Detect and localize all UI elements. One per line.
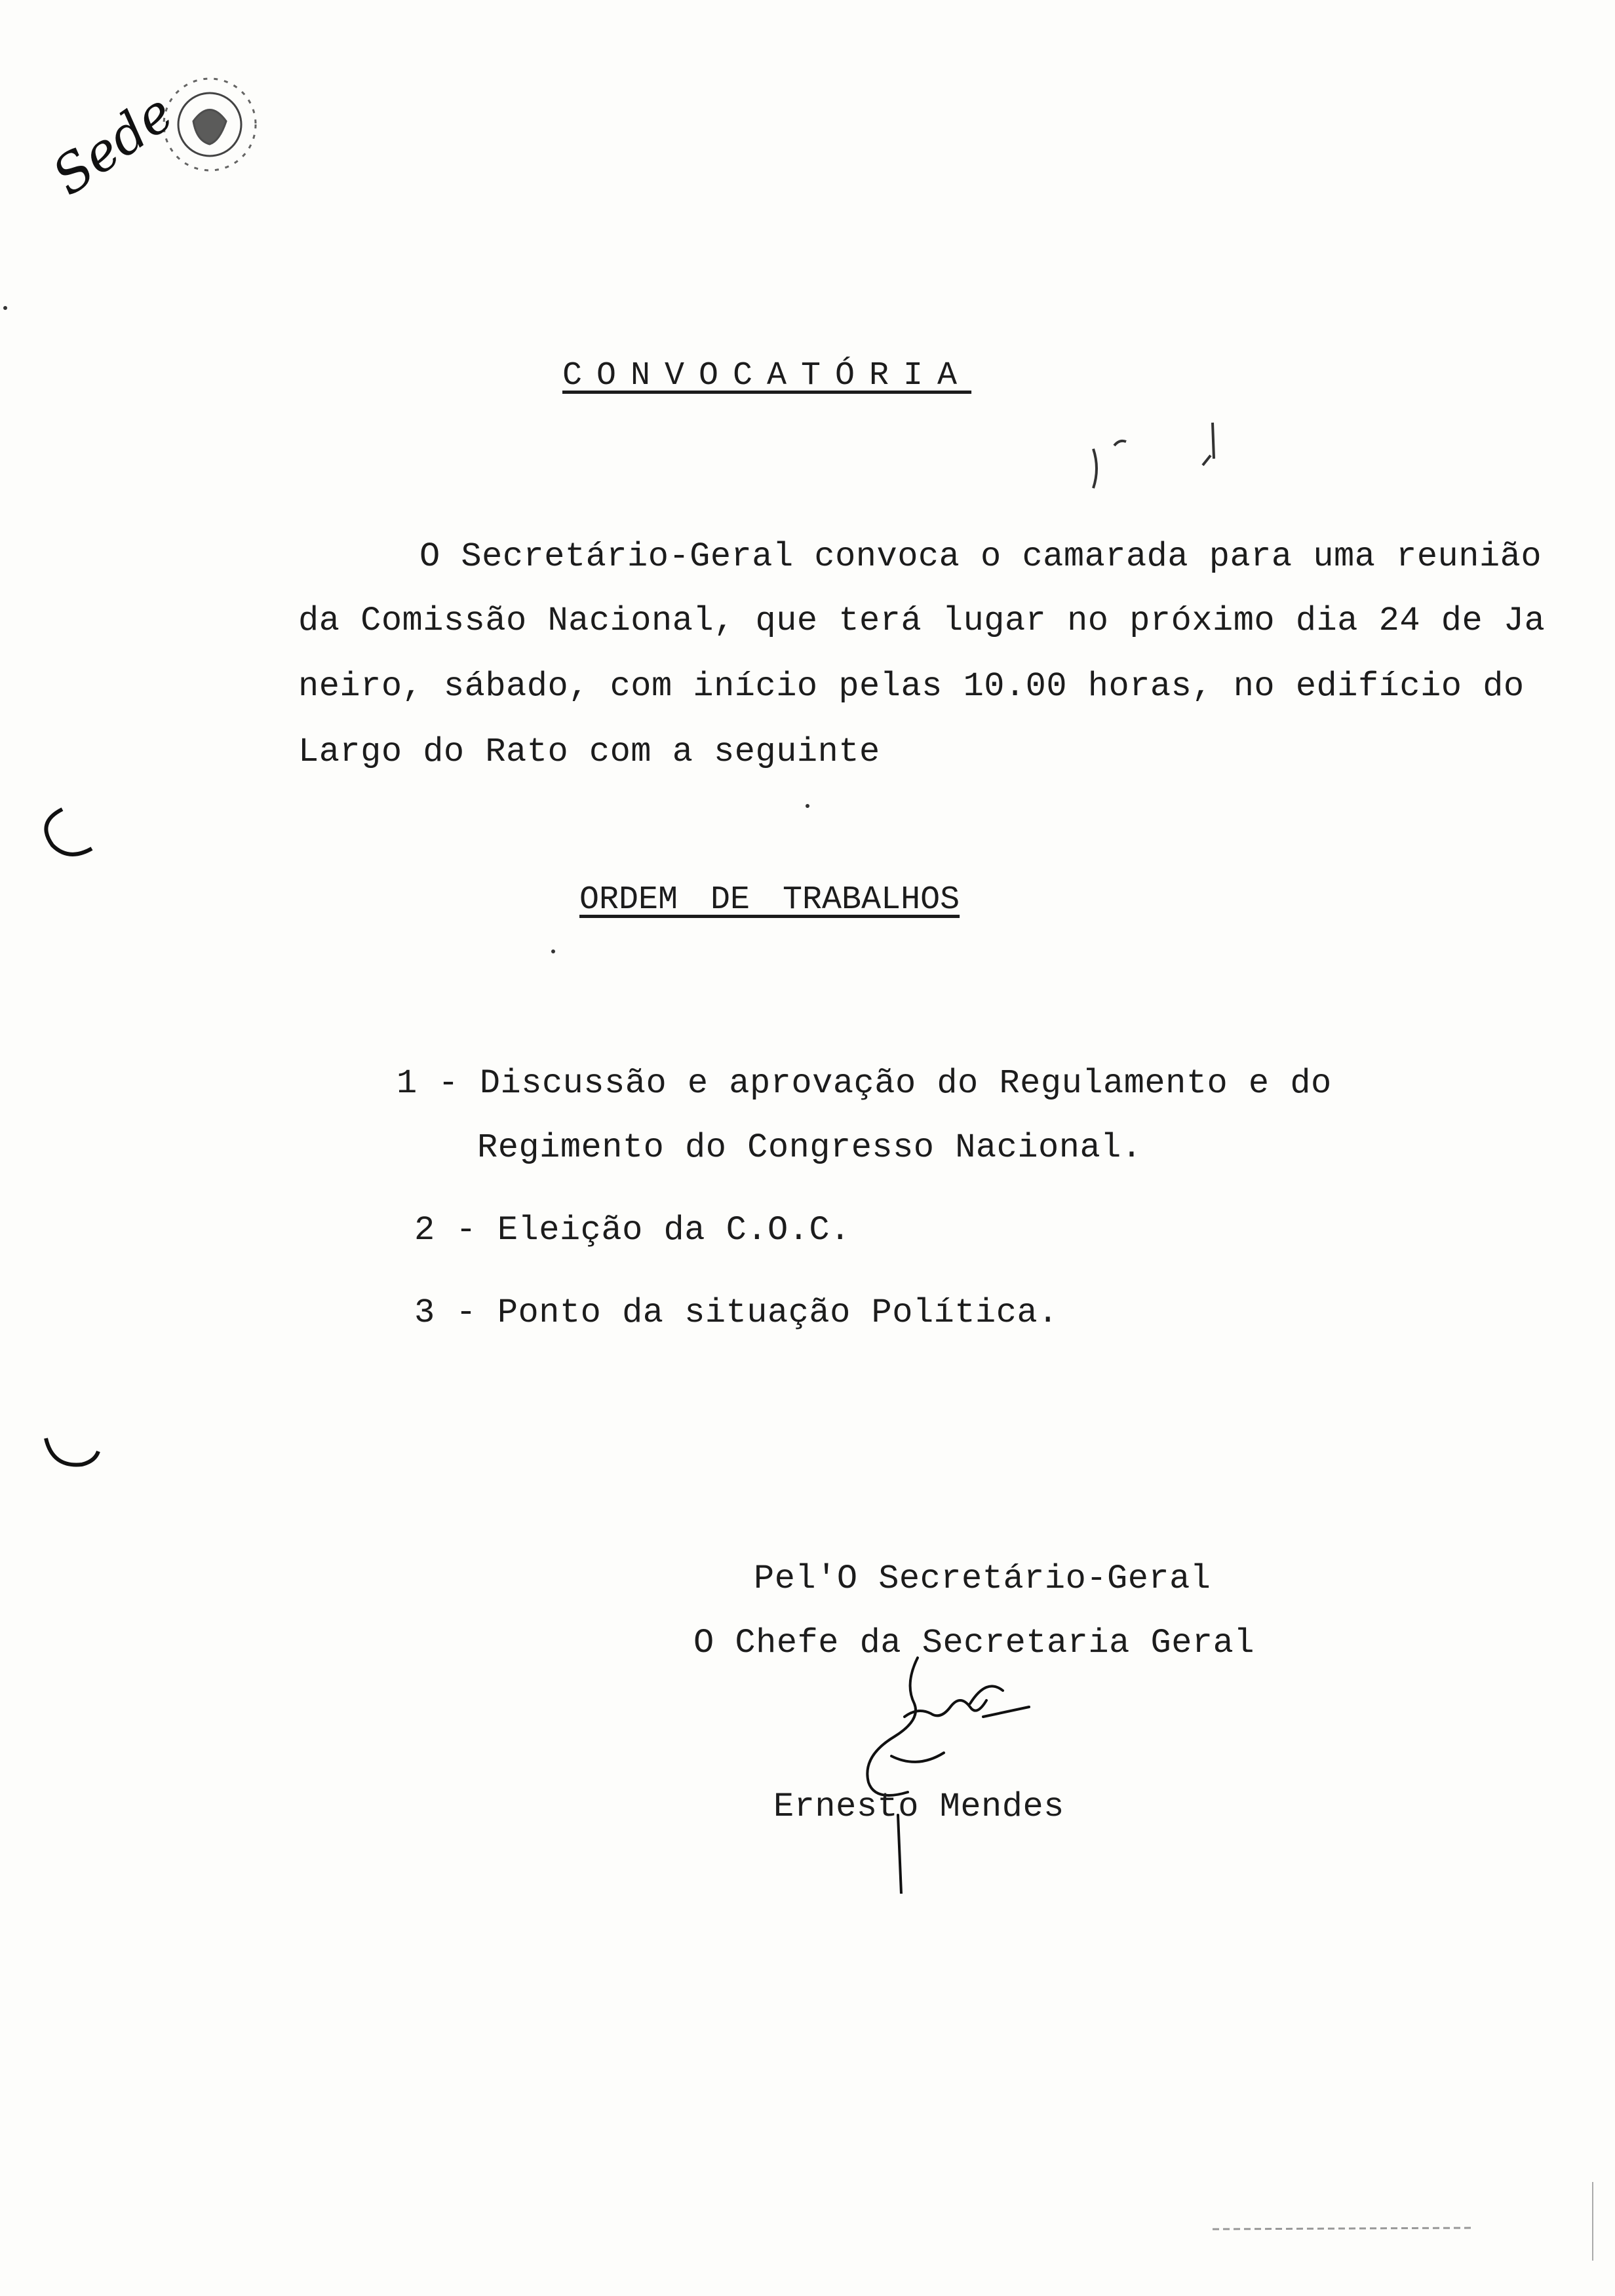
agenda-item-1: 1 - Discussão e aprovação do Regulamento e do bbox=[397, 1064, 1332, 1103]
document-title: CONVOCATÓRIA bbox=[562, 357, 972, 394]
punch-hole-mark bbox=[46, 809, 92, 854]
punch-hole-mark bbox=[46, 1438, 98, 1465]
signature-name: Ernesto Mendes bbox=[773, 1788, 1064, 1826]
agenda-item-3: 3 - Ponto da situação Política. bbox=[414, 1293, 1059, 1332]
agenda-item-number: 1 bbox=[397, 1064, 418, 1103]
agenda-item-text: Eleição da C.O.C. bbox=[497, 1211, 851, 1250]
signature-line-1: Pel'O Secretário-Geral bbox=[754, 1559, 1211, 1598]
signature-line-2: O Chefe da Secretaria Geral bbox=[693, 1624, 1255, 1662]
body-line-1: O Secretário-Geral convoca o camarada para uma reunião bbox=[419, 537, 1542, 576]
agenda-item-number: 2 bbox=[414, 1211, 435, 1250]
agenda-item-text: Discussão e aprovação do Regulamento e do bbox=[479, 1064, 1332, 1103]
body-line-4: Largo do Rato com a seguinte bbox=[298, 733, 880, 771]
agenda-title: ORDEM DE TRABALHOS bbox=[579, 881, 960, 919]
agenda-item-2: 2 - Eleição da C.O.C. bbox=[414, 1211, 851, 1250]
agenda-item-1-continued: Regimento do Congresso Nacional. bbox=[477, 1128, 1142, 1167]
body-line-2: da Comissão Nacional, que terá lugar no próximo dia 24 de Ja bbox=[298, 602, 1546, 640]
sede-text: Sede bbox=[41, 81, 184, 208]
agenda-item-text: Ponto da situação Política. bbox=[497, 1293, 1059, 1332]
handwritten-signature-icon bbox=[813, 1645, 1049, 1894]
agenda-item-number: 3 bbox=[414, 1293, 435, 1332]
body-line-3: neiro, sábado, com início pelas 10.00 horas, no edifício do bbox=[298, 667, 1525, 706]
